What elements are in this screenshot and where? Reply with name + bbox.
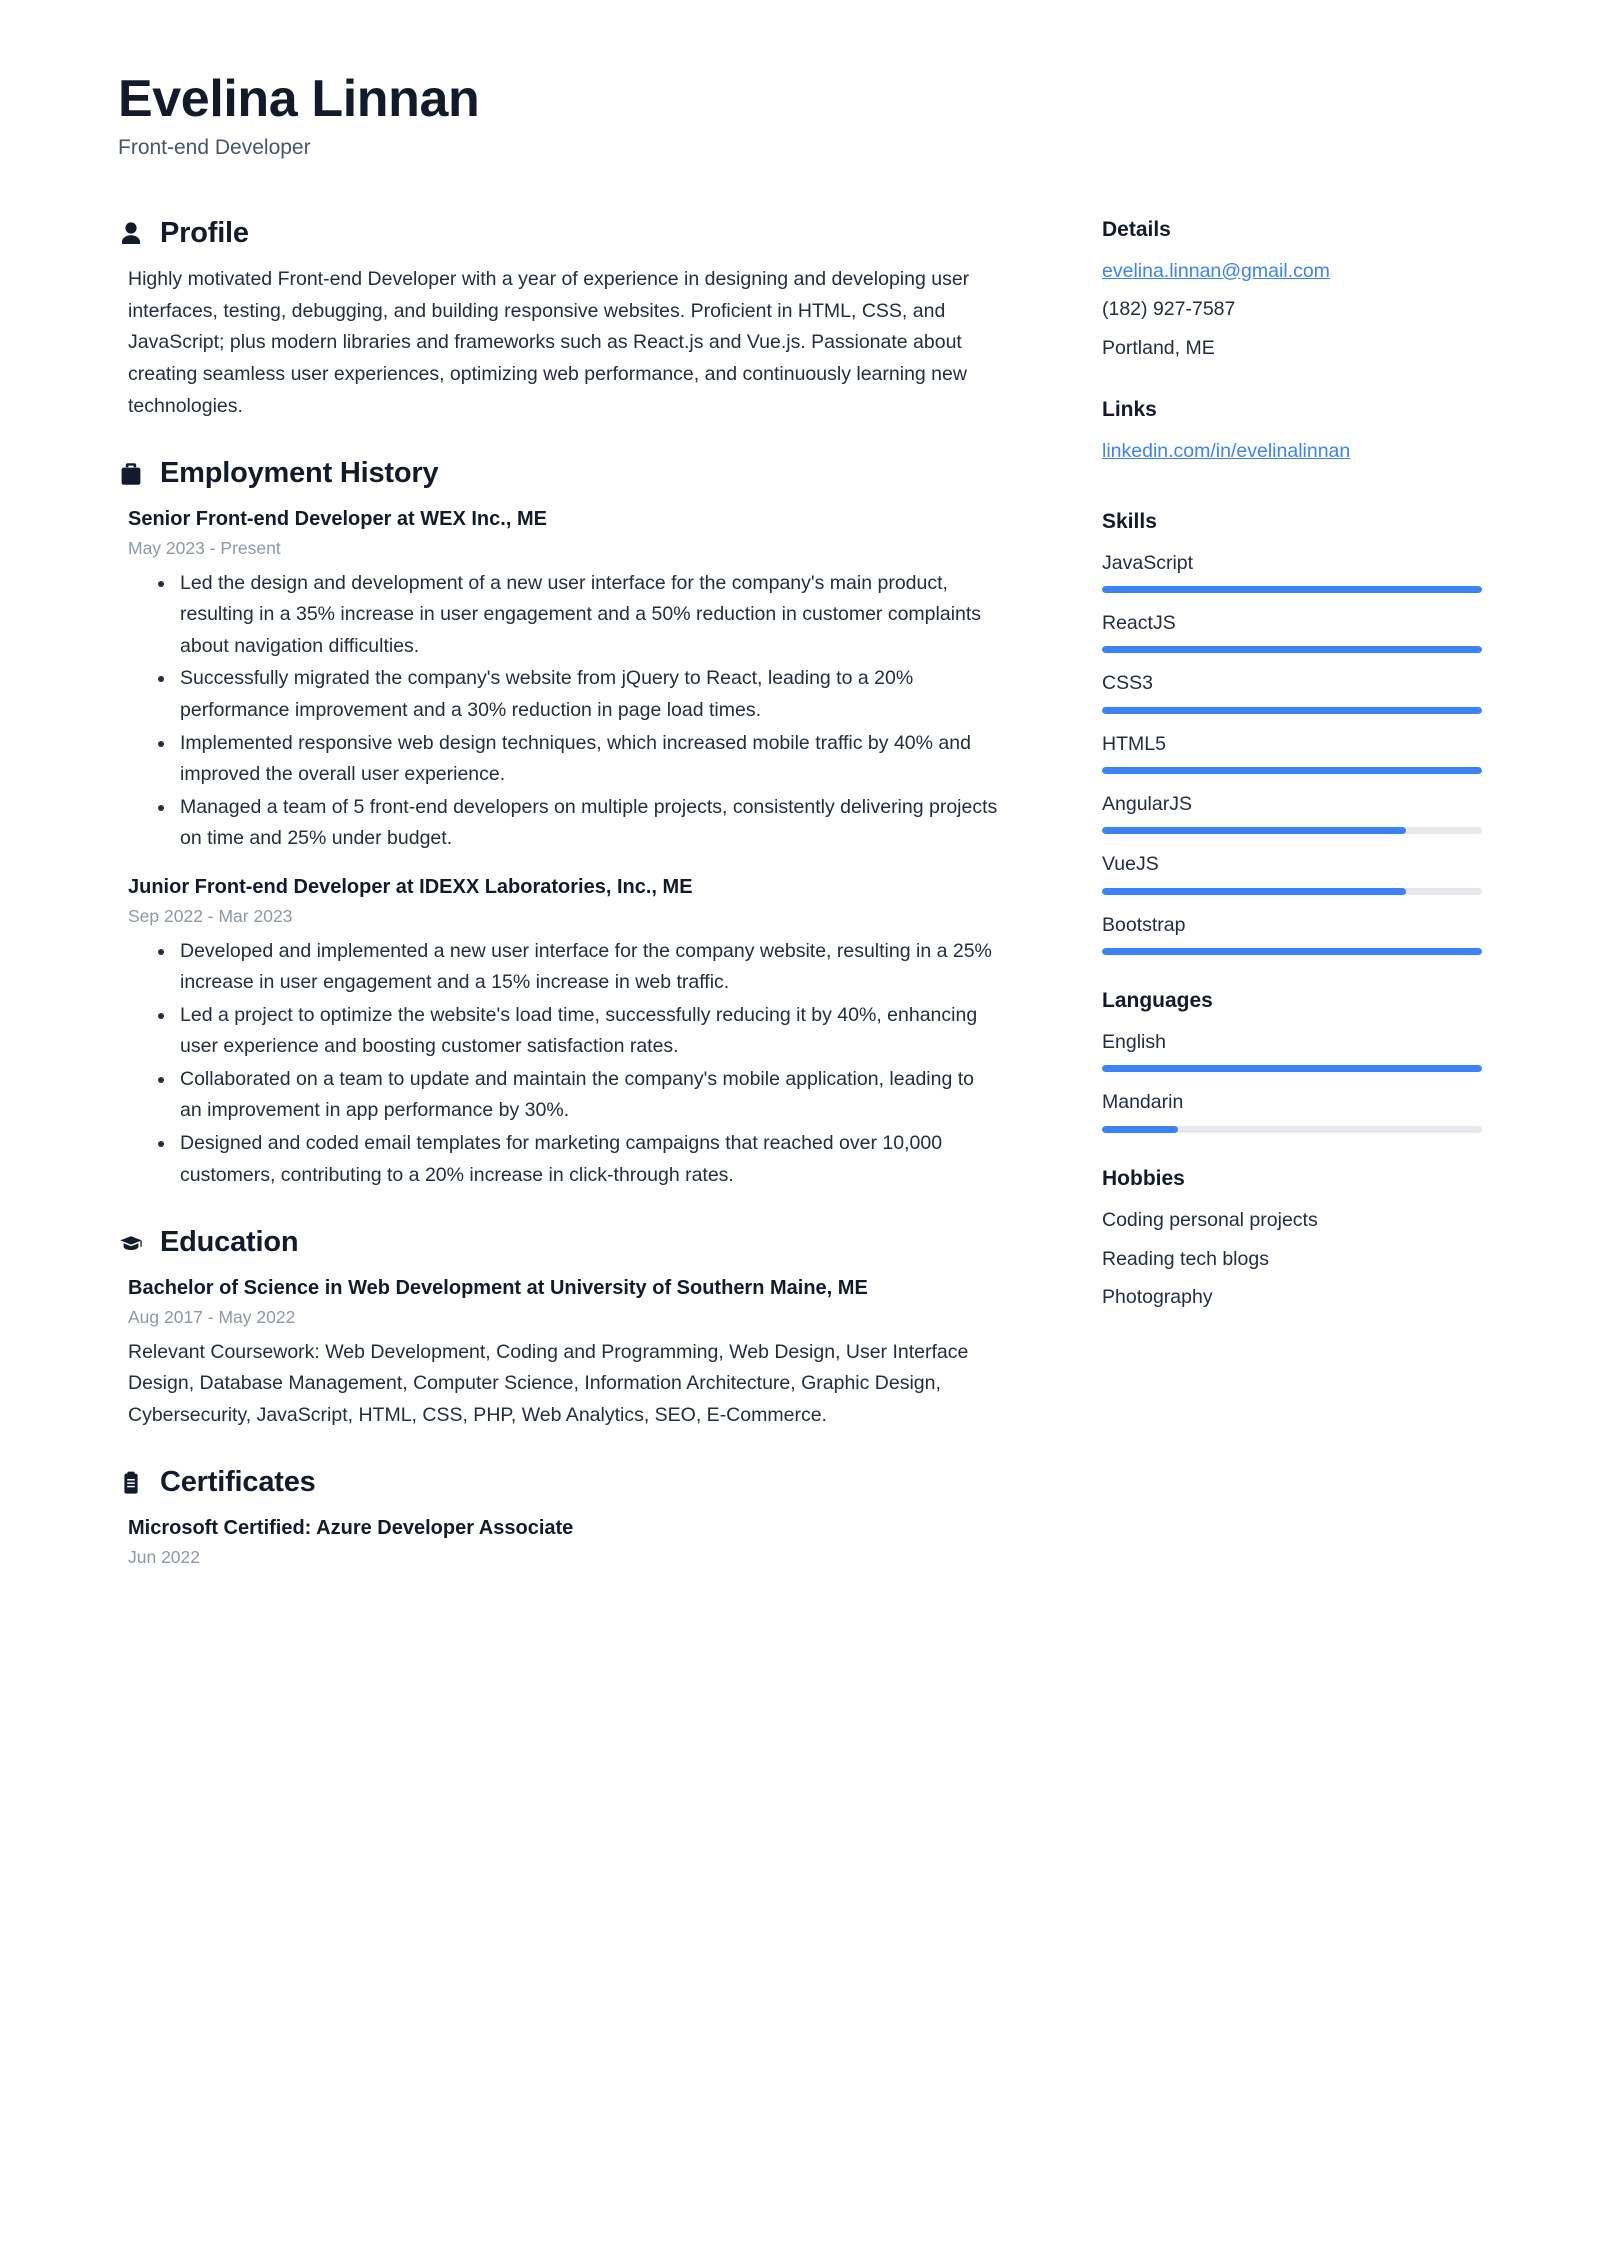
skill-progress-fill xyxy=(1102,707,1482,714)
linkedin-link[interactable]: linkedin.com/in/evelinalinnan xyxy=(1102,440,1351,462)
person-icon xyxy=(118,220,144,246)
education-body xyxy=(118,1274,998,1431)
resume-header xyxy=(118,70,1482,162)
education-entry-title: Bachelor of Science in Web Development at University of Southern Maine, ME xyxy=(128,1276,868,1299)
education-entry xyxy=(128,1274,998,1431)
language-row xyxy=(1102,1088,1482,1132)
skill-progress-fill xyxy=(1102,888,1406,895)
education-entry-date: Aug 2017 - May 2022 xyxy=(128,1307,296,1328)
skill-progress-fill xyxy=(1102,948,1482,955)
location-value: Portland, ME xyxy=(1102,337,1215,360)
profile-title: Profile xyxy=(160,216,249,249)
graduation-cap-icon xyxy=(118,1230,144,1256)
skill-progress-track xyxy=(1102,586,1482,593)
skill-progress-fill xyxy=(1102,646,1482,653)
list-item: Managed a team of 5 front-end developers on multiple projects, consistently delivering projects on time and 25% under budget. xyxy=(158,792,998,855)
sidebar-column xyxy=(1102,216,1482,1345)
employment-entry xyxy=(128,873,998,1191)
certificate-entry-date: Jun 2022 xyxy=(128,1547,201,1568)
skill-label: AngularJS xyxy=(1102,792,1192,815)
profile-text: Highly motivated Front-end Developer with a year of experience in designing and developing user interfaces, testing, debugging, and building responsive websites. Proficient in HTML, CSS, and JavaScript; plus modern libraries and frameworks such as React.js and Vue.js. Passionate about creating seamless user experiences, optimizing web performance, and continuously learning new technologies. xyxy=(128,268,970,417)
list-item: Developed and implemented a new user interface for the company website, resulting in a 25% increase in user engagement and a 15% increase in web traffic. xyxy=(158,936,998,999)
hobby-item: Reading tech blogs xyxy=(1102,1247,1269,1270)
language-progress-fill xyxy=(1102,1126,1178,1133)
education-heading xyxy=(118,1225,998,1260)
employment-title: Employment History xyxy=(160,457,439,490)
links-title: Links xyxy=(1102,397,1157,421)
list-item: Led a project to optimize the website's load time, successfully reducing it by 40%, enhancing user experience and boosting customer satisfaction rates. xyxy=(158,1000,998,1063)
section-certificates xyxy=(118,1465,998,1570)
list-item: Implemented responsive web design techniques, which increased mobile traffic by 40% and improved the overall user experience. xyxy=(158,728,998,791)
skill-progress-track xyxy=(1102,888,1482,895)
language-label: English xyxy=(1102,1031,1166,1054)
language-progress-track xyxy=(1102,1065,1482,1072)
skill-label: VueJS xyxy=(1102,853,1159,876)
employment-entry-date: Sep 2022 - Mar 2023 xyxy=(128,906,293,927)
languages-title: Languages xyxy=(1102,988,1213,1012)
clipboard-icon xyxy=(118,1470,144,1496)
skill-progress-track xyxy=(1102,646,1482,653)
section-employment xyxy=(118,456,998,1191)
list-item: Designed and coded email templates for marketing campaigns that reached over 10,000 customers, contributing to a 20% increase in click-through rates. xyxy=(158,1128,998,1191)
list-item: Collaborated on a team to update and maintain the company's mobile application, leading to an improvement in app performance by 30%. xyxy=(158,1064,998,1127)
skill-label: CSS3 xyxy=(1102,672,1153,695)
briefcase-icon xyxy=(118,461,144,487)
education-title: Education xyxy=(160,1226,299,1259)
sidebar-hobbies xyxy=(1102,1165,1482,1313)
email-link[interactable]: evelina.linnan@gmail.com xyxy=(1102,259,1330,282)
employment-entry-bullets xyxy=(128,568,998,855)
sidebar-links xyxy=(1102,396,1482,476)
education-entry-description: Relevant Coursework: Web Development, Coding and Programming, Web Design, User Interface Design, Database Management, Computer Science, Information Architecture, Graphic Design, Cybersecurity, JavaScript, HTML, CSS, PHP, Web Analytics, SEO, E-Commerce. xyxy=(128,1340,969,1426)
skill-label: Bootstrap xyxy=(1102,913,1186,936)
sidebar-details xyxy=(1102,216,1482,364)
list-item: Successfully migrated the company's website from jQuery to React, leading to a 20% performance improvement and a 30% reduction in page load times. xyxy=(158,663,998,726)
employment-entry-date: May 2023 - Present xyxy=(128,538,281,559)
resume-body xyxy=(118,216,1482,1605)
skill-progress-track xyxy=(1102,767,1482,774)
list-item: Led the design and development of a new user interface for the company's main product, resulting in a 35% increase in user engagement and a 50% reduction in customer complaints about navigation difficulties. xyxy=(158,568,998,663)
skill-row xyxy=(1102,549,1482,593)
skills-title: Skills xyxy=(1102,509,1157,533)
skill-progress-fill xyxy=(1102,767,1482,774)
employment-entry-title: Senior Front-end Developer at WEX Inc., ME xyxy=(128,508,547,531)
skill-label: ReactJS xyxy=(1102,612,1176,635)
hobbies-title: Hobbies xyxy=(1102,1166,1185,1190)
hobby-item: Coding personal projects xyxy=(1102,1208,1318,1231)
skill-progress-track xyxy=(1102,707,1482,714)
sidebar-skills xyxy=(1102,508,1482,955)
skill-label: HTML5 xyxy=(1102,732,1166,755)
section-education xyxy=(118,1225,998,1431)
language-label: Mandarin xyxy=(1102,1091,1184,1114)
main-column xyxy=(118,216,998,1605)
language-row xyxy=(1102,1028,1482,1072)
skill-row xyxy=(1102,730,1482,774)
candidate-name: Evelina Linnan xyxy=(118,70,480,128)
skill-progress-track xyxy=(1102,948,1482,955)
profile-heading xyxy=(118,216,998,251)
certificate-entry xyxy=(128,1514,998,1571)
section-profile xyxy=(118,216,998,423)
skill-progress-fill xyxy=(1102,827,1406,834)
candidate-job-title: Front-end Developer xyxy=(118,136,311,160)
certificate-entry-title: Microsoft Certified: Azure Developer Associate xyxy=(128,1517,574,1540)
phone-value: (182) 927-7587 xyxy=(1102,298,1236,321)
skill-label: JavaScript xyxy=(1102,551,1194,574)
employment-heading xyxy=(118,456,998,491)
language-progress-track xyxy=(1102,1126,1482,1133)
skill-row xyxy=(1102,669,1482,713)
employment-entry-title: Junior Front-end Developer at IDEXX Laboratories, Inc., ME xyxy=(128,875,693,898)
details-title: Details xyxy=(1102,217,1171,241)
employment-entry xyxy=(128,505,998,855)
skill-row xyxy=(1102,609,1482,653)
sidebar-languages xyxy=(1102,987,1482,1133)
certificates-body xyxy=(118,1514,998,1571)
skill-progress-fill xyxy=(1102,586,1482,593)
language-progress-fill xyxy=(1102,1065,1482,1072)
certificates-heading xyxy=(118,1465,998,1500)
employment-entry-bullets xyxy=(128,936,998,1192)
employment-body xyxy=(118,505,998,1191)
profile-body xyxy=(118,264,998,422)
skill-row xyxy=(1102,911,1482,955)
skill-progress-track xyxy=(1102,827,1482,834)
skill-row xyxy=(1102,790,1482,834)
certificates-title: Certificates xyxy=(160,1466,316,1499)
hobby-item: Photography xyxy=(1102,1286,1213,1309)
skill-row xyxy=(1102,850,1482,894)
